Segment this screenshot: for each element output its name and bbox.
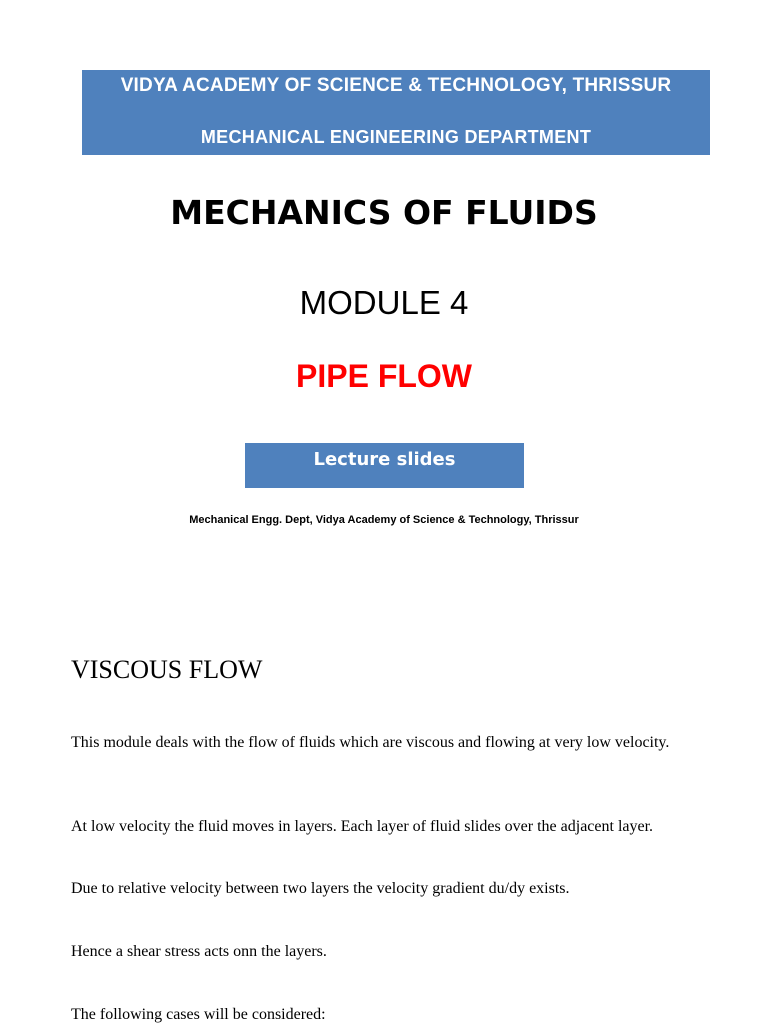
lecture-slides-label: Lecture slides: [245, 443, 524, 488]
module-topic: PIPE FLOW: [296, 358, 472, 394]
paragraph: The following cases will be considered:: [71, 1006, 326, 1023]
paragraph: Hence a shear stress acts onn the layers.: [71, 943, 327, 960]
institution-name: VIDYA ACADEMY OF SCIENCE & TECHNOLOGY, THRISSUR: [120, 75, 672, 96]
paragraph: Due to relative velocity between two layers the velocity gradient du/dy exists.: [71, 880, 570, 897]
department-credit: Mechanical Engg. Dept, Vidya Academy of Science & Technology, Thrissur: [189, 514, 579, 526]
course-title: MECHANICS OF FLUIDS: [170, 193, 598, 232]
department-name: MECHANICAL ENGINEERING DEPARTMENT: [200, 127, 592, 147]
paragraph: At low velocity the fluid moves in layers. Each layer of fluid slides over the adjacent layer.: [71, 818, 654, 835]
module-label: MODULE 4: [299, 284, 469, 321]
header-banner: [82, 70, 710, 155]
section-heading: VISCOUS FLOW: [71, 655, 263, 684]
paragraph: This module deals with the flow of fluids which are viscous and flowing at very low velocity.: [71, 734, 670, 751]
